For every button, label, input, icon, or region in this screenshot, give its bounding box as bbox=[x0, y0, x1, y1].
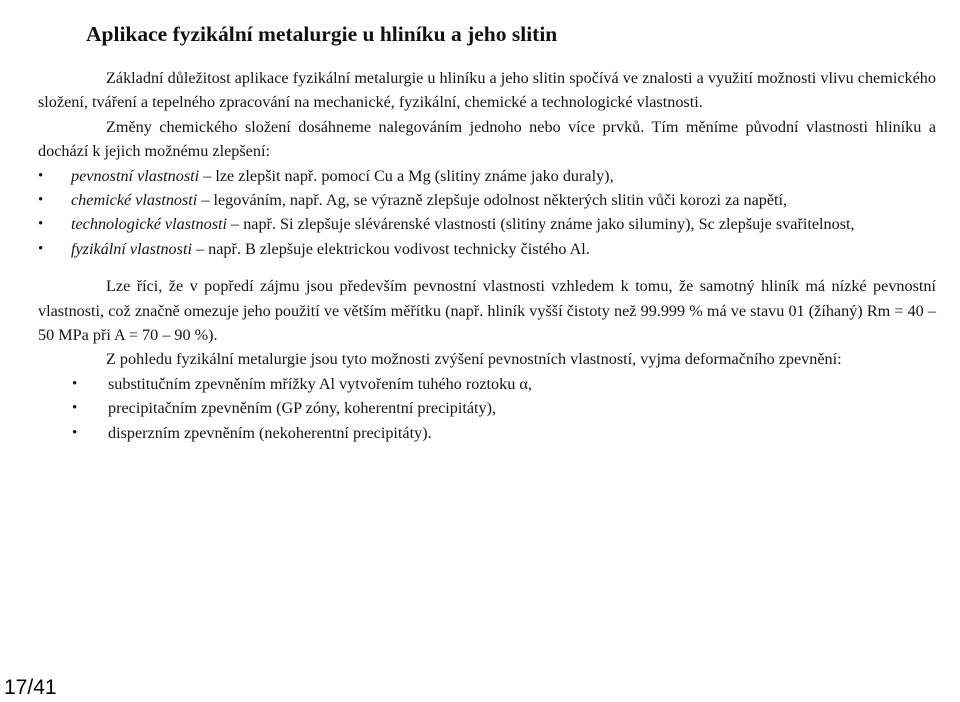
property-text: lze zlepšit např. pomocí Cu a Mg (slitiny známe jako duraly), bbox=[215, 166, 614, 185]
list-item: • substitučním zpevněním mřížky Al vytvořením tuhého roztoku α, bbox=[38, 372, 936, 396]
document-title: Aplikace fyzikální metalurgie u hliníku a jeho slitin bbox=[86, 22, 558, 46]
list-item bbox=[38, 212, 936, 236]
list-item bbox=[38, 237, 936, 261]
changes-paragraph: Změny chemického složení dosáhneme nalegováním jednoho nebo více prvků. Tím měníme původní vlastnosti hliníku a dochází k jejich možnému zlepšení: bbox=[38, 117, 936, 161]
list-item bbox=[38, 164, 936, 188]
property-separator: – bbox=[199, 166, 216, 185]
property-text: legováním, např. Ag, se výrazně zlepšuje odolnost některých slitin vůči korozi za napětí, bbox=[213, 191, 788, 210]
property-separator: – bbox=[197, 191, 214, 210]
list-item: • disperzním zpevněním (nekoherentní precipitáty). bbox=[38, 421, 936, 445]
property-separator: – bbox=[227, 215, 244, 234]
viewpoint-paragraph: Z pohledu fyzikální metalurgie jsou tyto možnosti zvýšení pevnostních vlastností, vyjma deformačního zpevnění: bbox=[106, 350, 842, 369]
property-term: fyzikální vlastnosti bbox=[71, 239, 192, 258]
document-body bbox=[38, 66, 936, 445]
list-item: • precipitačním zpevněním (GP zóny, koherentní precipitáty), bbox=[38, 396, 936, 420]
list-item bbox=[38, 188, 936, 212]
intro-paragraph: Základní důležitost aplikace fyzikální metalurgie u hliníku a jeho slitin spočívá ve znalosti a využití možnosti vlivu chemického složení, tváření a tepelného zpracování na mechanické, fyzikální, chemické a technologické vlastnosti. bbox=[38, 69, 936, 112]
property-term: chemické vlastnosti bbox=[71, 191, 198, 210]
methods-list bbox=[38, 372, 936, 445]
strength-paragraph: Lze říci, že v popředí zájmu jsou především pevnostní vlastnosti vzhledem k tomu, že samotný hliník má nízké pevnostní vlastnosti, což značně omezuje jeho použití ve větším měřítku (např. hliník vyšší čistoty než 99.999 % má ve stavu 01 (žíhaný) Rm = 40 – 50 MPa při A = 70 – 90 %). bbox=[38, 277, 936, 345]
properties-list bbox=[38, 164, 936, 262]
property-text: např. Si zlepšuje slévárenské vlastnosti (slitiny známe jako siluminy), Sc zlepšuje svařitelnost, bbox=[243, 215, 855, 234]
property-separator: – bbox=[191, 239, 209, 258]
property-term: technologické vlastnosti bbox=[71, 215, 227, 234]
property-text: např. B zlepšuje elektrickou vodivost technicky čistého Al. bbox=[208, 239, 590, 258]
property-term: pevnostní vlastnosti bbox=[71, 166, 200, 185]
page-number: 17/41 bbox=[4, 676, 57, 699]
